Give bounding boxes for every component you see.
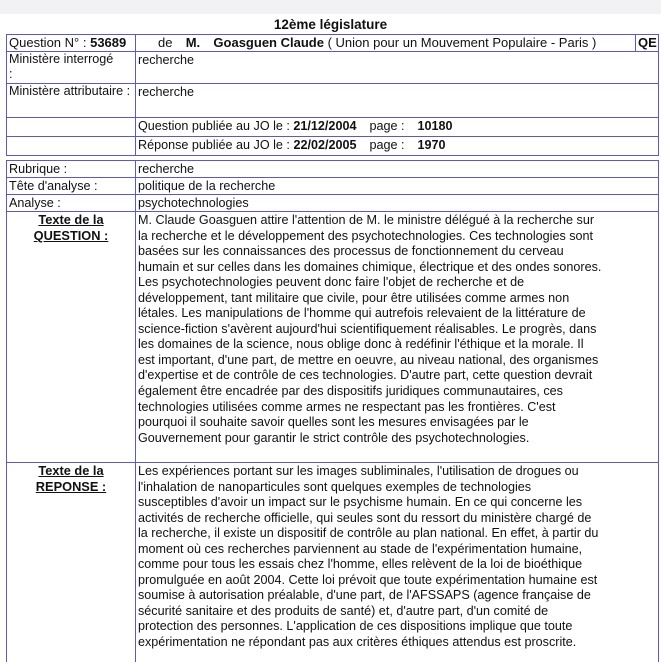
question-publiee-page-label: page : (369, 119, 405, 133)
question-publiee-row (7, 118, 659, 137)
reponse-publiee-date: 22/02/2005 (293, 138, 357, 152)
author-name: Goasguen Claude (213, 35, 324, 50)
question-text-line: Les psychotechnologies peuvent donc faire l'objet de recherche et de (138, 275, 525, 290)
question-publiee-cell (136, 118, 659, 137)
question-text-line: science-fiction s'avèrent aujourd'hui scientifiquement réalisables. Le progrès, dans (138, 321, 597, 336)
question-number-cell (7, 35, 136, 52)
analyse-label: Analyse : (7, 195, 136, 212)
reponse-text-line: promulguée en août 2004. Cette loi prévoit que toute expérimentation humaine est (138, 572, 598, 587)
reponse-text-line: susceptibles d'avoir un impact sur le psychisme humain. En ce qui concerne les (138, 495, 583, 510)
empty-cell (7, 137, 136, 156)
question-text-line: les domaines de la science, nous oblige donc à redéfinir l'éthique et la morale. Il (138, 337, 584, 352)
author-de: de (158, 35, 173, 50)
question-text-line: basées sur les connaissances des processus de fonctionnement du cerveau (138, 244, 564, 259)
question-text-line: la recherche et le développement des psychotechnologies. Ces technologies sont (138, 228, 594, 243)
question-text-line: d'expertise et de contrôle de ces technologies. D'autre part, cette question devrait (138, 368, 593, 383)
question-publiee-label: Question publiée au JO le : (138, 119, 290, 133)
reponse-publiee-page: 1970 (417, 138, 446, 152)
reponse-text-row (7, 463, 659, 662)
analyse-row (7, 195, 659, 212)
question-author-cell (136, 35, 636, 52)
question-text-label-line1: Texte de la (38, 212, 104, 227)
question-text-line: est important, d'une part, de mettre en oeuvre, au niveau national, des organismes (138, 352, 599, 367)
author-party: ( Union pour un Mouvement Populaire - Paris ) (327, 35, 597, 50)
rubrique-row (7, 161, 659, 178)
question-text-line: M. Claude Goasguen attire l'attention de M. le ministre délégué à la recherche sur (138, 213, 595, 227)
tete-analyse-row (7, 178, 659, 195)
rubrique-label: Rubrique : (7, 161, 136, 178)
reponse-text-label-cell (7, 463, 136, 662)
reponse-text-line: soumise à autorisation préalable, d'une part, de l'AFSSAPS (agence française de (138, 588, 591, 603)
question-text-row (7, 212, 659, 463)
reponse-publiee-row (7, 137, 659, 156)
reponse-text-line: comme pour tous les essais chez l'homme, elles relèvent de la loi de bioéthique (138, 557, 583, 572)
reponse-text-line: protection des personnes. L'application de ces dispositions implique que toute (138, 619, 573, 634)
reponse-text-body (136, 463, 659, 662)
question-text-line: également être encadrée par des dispositifs juridiques communautaires, ces (138, 384, 563, 399)
page-title: 12ème législature (273, 17, 388, 32)
reponse-text-label-line1: Texte de la (38, 463, 104, 478)
question-text-body (136, 212, 659, 463)
question-number-label: Question N° : (9, 35, 87, 50)
ministere-interroge-label-tail: : (9, 67, 13, 81)
analyse-value: psychotechnologies (136, 195, 659, 212)
reponse-text-line: sécurité sanitaire et des produits de santé) et, d'autre part, d'un comité de (138, 603, 549, 618)
ministere-interroge-label: Ministère interrogé (9, 52, 114, 66)
ministere-interroge-label-cell (7, 52, 136, 84)
ministere-attributaire-label: Ministère attributaire : (7, 84, 136, 118)
reponse-text-line: expérimentation ne répondant pas aux critères éthiques attendus est proscrite. (138, 635, 577, 650)
reponse-text-line: l'inhalation de nanoparticules sont quelques exemples de technologies (138, 479, 532, 494)
reponse-text-line: Les expériences portant sur les images subliminales, l'utilisation de drogues ou (138, 464, 579, 478)
ministere-attributaire-row (7, 84, 659, 118)
reponse-text-line: moment où ces recherches parviennent au stade de l'expérimentation humaine, (138, 541, 583, 556)
question-publiee-page: 10180 (417, 119, 453, 133)
reponse-publiee-label: Réponse publiée au JO le : (138, 138, 290, 152)
question-publiee-date: 21/12/2004 (293, 119, 357, 133)
reponse-text-line: activités de recherche officielle, qui seules sont du ressort du ministère chargé de (138, 510, 592, 525)
ministere-interroge-row (7, 52, 659, 84)
question-text-line: Gouvernement pour garantir le strict contrôle des psychotechnologies. (138, 430, 530, 445)
rubrique-value: recherche (136, 161, 659, 178)
question-text-line: développement, tant militaire que civile, pour être utilisées comme armes non (138, 290, 570, 305)
reponse-text-line: la recherche, il existe un dispositif de contrôle au plan national. En effet, à partir du (138, 526, 599, 541)
question-text-label-cell (7, 212, 136, 463)
question-number: 53689 (90, 35, 127, 50)
question-header-row (7, 35, 659, 52)
ministere-attributaire-value: recherche (136, 84, 659, 118)
question-text-line: létales. Les manipulations de l'homme qui autrefois relevaient de la littérature de (138, 306, 586, 321)
empty-cell (7, 118, 136, 137)
question-table (6, 34, 659, 662)
reponse-publiee-page-label: page : (369, 138, 405, 152)
question-text-label-line2: QUESTION : (33, 228, 109, 243)
question-text-line: pourquoi il souhaite savoir quelles sont les mesures envisagées par le (138, 415, 529, 430)
ministere-interroge-value: recherche (136, 52, 659, 84)
reponse-publiee-cell (136, 137, 659, 156)
tete-analyse-label: Tête d'analyse : (7, 178, 136, 195)
reponse-text-label-line2: REPONSE : (35, 479, 107, 494)
question-text-line: technologies utilisées comme armes ne respectant pas les frontières. C'est (138, 399, 556, 414)
question-type: QE (636, 35, 659, 52)
author-prefix: M. (185, 35, 201, 50)
tete-analyse-value: politique de la recherche (136, 178, 659, 195)
question-text-line: humain et sur celles dans les domaines chimique, électrique et des ondes sonores. (138, 259, 602, 274)
top-strip (0, 0, 661, 14)
